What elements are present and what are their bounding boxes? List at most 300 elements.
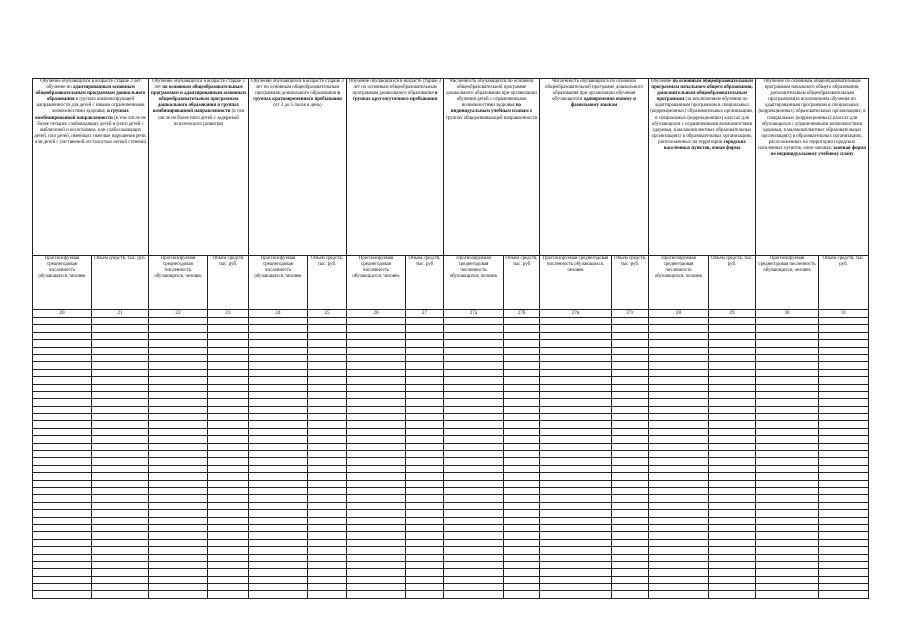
table-cell[interactable] [92, 576, 149, 583]
table-cell[interactable] [249, 406, 308, 413]
table-cell[interactable] [540, 391, 612, 398]
table-cell[interactable] [612, 406, 649, 413]
table-cell[interactable] [33, 487, 92, 494]
table-cell[interactable] [347, 547, 406, 554]
table-cell[interactable] [149, 561, 208, 568]
table-cell[interactable] [819, 384, 869, 391]
table-cell[interactable] [406, 406, 444, 413]
table-cell[interactable] [709, 487, 756, 494]
table-cell[interactable] [92, 539, 149, 546]
table-cell[interactable] [819, 428, 869, 435]
table-cell[interactable] [444, 318, 504, 325]
table-cell[interactable] [347, 318, 406, 325]
table-cell[interactable] [92, 362, 149, 369]
table-cell[interactable] [540, 465, 612, 472]
table-cell[interactable] [33, 384, 92, 391]
table-cell[interactable] [308, 576, 347, 583]
table-cell[interactable] [149, 436, 208, 443]
table-cell[interactable] [308, 495, 347, 502]
table-cell[interactable] [612, 547, 649, 554]
table-cell[interactable] [504, 399, 540, 406]
table-cell[interactable] [149, 591, 208, 598]
table-cell[interactable] [347, 517, 406, 524]
table-cell[interactable] [540, 354, 612, 361]
table-cell[interactable] [406, 495, 444, 502]
table-cell[interactable] [249, 362, 308, 369]
table-cell[interactable] [347, 465, 406, 472]
table-cell[interactable] [504, 347, 540, 354]
table-cell[interactable] [208, 532, 249, 539]
table-cell[interactable] [33, 369, 92, 376]
table-cell[interactable] [756, 325, 819, 332]
table-cell[interactable] [406, 480, 444, 487]
table-cell[interactable] [33, 591, 92, 598]
table-cell[interactable] [249, 443, 308, 450]
table-cell[interactable] [406, 384, 444, 391]
table-cell[interactable] [504, 362, 540, 369]
table-cell[interactable] [612, 399, 649, 406]
table-cell[interactable] [208, 547, 249, 554]
table-cell[interactable] [249, 517, 308, 524]
table-cell[interactable] [540, 443, 612, 450]
table-cell[interactable] [756, 399, 819, 406]
table-cell[interactable] [819, 414, 869, 421]
table-cell[interactable] [406, 547, 444, 554]
table-cell[interactable] [649, 576, 709, 583]
table-cell[interactable] [756, 384, 819, 391]
table-cell[interactable] [149, 443, 208, 450]
table-cell[interactable] [92, 473, 149, 480]
table-cell[interactable] [756, 332, 819, 339]
table-cell[interactable] [504, 495, 540, 502]
table-cell[interactable] [208, 458, 249, 465]
table-cell[interactable] [540, 458, 612, 465]
table-cell[interactable] [149, 414, 208, 421]
table-cell[interactable] [709, 354, 756, 361]
table-cell[interactable] [504, 414, 540, 421]
table-cell[interactable] [504, 428, 540, 435]
table-cell[interactable] [444, 399, 504, 406]
table-cell[interactable] [92, 502, 149, 509]
table-cell[interactable] [208, 421, 249, 428]
table-cell[interactable] [612, 539, 649, 546]
table-cell[interactable] [149, 524, 208, 531]
table-cell[interactable] [612, 377, 649, 384]
table-cell[interactable] [612, 428, 649, 435]
table-cell[interactable] [406, 436, 444, 443]
table-cell[interactable] [444, 325, 504, 332]
table-cell[interactable] [308, 539, 347, 546]
table-cell[interactable] [92, 584, 149, 591]
table-cell[interactable] [308, 517, 347, 524]
table-cell[interactable] [208, 443, 249, 450]
table-cell[interactable] [709, 547, 756, 554]
table-cell[interactable] [249, 399, 308, 406]
table-cell[interactable] [649, 399, 709, 406]
table-cell[interactable] [444, 451, 504, 458]
table-cell[interactable] [612, 421, 649, 428]
table-cell[interactable] [149, 377, 208, 384]
table-cell[interactable] [308, 510, 347, 517]
table-cell[interactable] [249, 473, 308, 480]
table-cell[interactable] [504, 532, 540, 539]
table-cell[interactable] [33, 377, 92, 384]
table-cell[interactable] [540, 369, 612, 376]
table-cell[interactable] [33, 443, 92, 450]
table-cell[interactable] [347, 451, 406, 458]
table-cell[interactable] [540, 377, 612, 384]
table-cell[interactable] [444, 487, 504, 494]
table-cell[interactable] [406, 510, 444, 517]
table-cell[interactable] [612, 554, 649, 561]
table-cell[interactable] [540, 517, 612, 524]
table-cell[interactable] [347, 377, 406, 384]
table-cell[interactable] [709, 524, 756, 531]
table-cell[interactable] [540, 502, 612, 509]
table-cell[interactable] [540, 399, 612, 406]
table-cell[interactable] [149, 502, 208, 509]
table-cell[interactable] [33, 406, 92, 413]
table-cell[interactable] [756, 495, 819, 502]
table-cell[interactable] [756, 473, 819, 480]
table-cell[interactable] [709, 399, 756, 406]
table-cell[interactable] [819, 399, 869, 406]
table-cell[interactable] [444, 517, 504, 524]
table-cell[interactable] [249, 539, 308, 546]
table-cell[interactable] [444, 465, 504, 472]
table-cell[interactable] [249, 325, 308, 332]
table-cell[interactable] [649, 510, 709, 517]
table-cell[interactable] [406, 576, 444, 583]
table-cell[interactable] [406, 318, 444, 325]
table-cell[interactable] [208, 495, 249, 502]
table-cell[interactable] [149, 532, 208, 539]
table-cell[interactable] [504, 561, 540, 568]
table-cell[interactable] [612, 384, 649, 391]
table-cell[interactable] [208, 369, 249, 376]
table-cell[interactable] [504, 406, 540, 413]
table-cell[interactable] [612, 347, 649, 354]
table-cell[interactable] [649, 369, 709, 376]
table-cell[interactable] [347, 524, 406, 531]
table-cell[interactable] [406, 369, 444, 376]
table-cell[interactable] [308, 391, 347, 398]
table-cell[interactable] [756, 428, 819, 435]
table-cell[interactable] [612, 510, 649, 517]
table-cell[interactable] [149, 576, 208, 583]
table-cell[interactable] [756, 362, 819, 369]
table-cell[interactable] [33, 332, 92, 339]
table-cell[interactable] [149, 473, 208, 480]
table-cell[interactable] [444, 414, 504, 421]
table-cell[interactable] [33, 561, 92, 568]
table-cell[interactable] [649, 332, 709, 339]
table-cell[interactable] [612, 436, 649, 443]
table-cell[interactable] [208, 487, 249, 494]
table-cell[interactable] [612, 495, 649, 502]
table-cell[interactable] [819, 377, 869, 384]
table-cell[interactable] [756, 465, 819, 472]
table-cell[interactable] [819, 487, 869, 494]
table-cell[interactable] [149, 391, 208, 398]
table-cell[interactable] [33, 318, 92, 325]
table-cell[interactable] [208, 318, 249, 325]
table-cell[interactable] [649, 480, 709, 487]
table-cell[interactable] [249, 554, 308, 561]
table-cell[interactable] [444, 569, 504, 576]
table-cell[interactable] [819, 347, 869, 354]
table-cell[interactable] [756, 406, 819, 413]
table-cell[interactable] [504, 547, 540, 554]
table-cell[interactable] [308, 443, 347, 450]
table-cell[interactable] [208, 451, 249, 458]
table-cell[interactable] [208, 554, 249, 561]
table-cell[interactable] [612, 569, 649, 576]
table-cell[interactable] [92, 318, 149, 325]
table-cell[interactable] [149, 569, 208, 576]
table-cell[interactable] [540, 510, 612, 517]
table-cell[interactable] [709, 561, 756, 568]
table-cell[interactable] [406, 569, 444, 576]
table-cell[interactable] [149, 451, 208, 458]
table-cell[interactable] [33, 532, 92, 539]
table-cell[interactable] [709, 436, 756, 443]
table-cell[interactable] [347, 399, 406, 406]
table-cell[interactable] [819, 421, 869, 428]
table-cell[interactable] [406, 539, 444, 546]
table-cell[interactable] [149, 369, 208, 376]
table-cell[interactable] [819, 480, 869, 487]
table-cell[interactable] [444, 458, 504, 465]
table-cell[interactable] [249, 576, 308, 583]
table-cell[interactable] [92, 332, 149, 339]
table-cell[interactable] [149, 428, 208, 435]
table-cell[interactable] [249, 377, 308, 384]
table-cell[interactable] [504, 465, 540, 472]
table-cell[interactable] [249, 510, 308, 517]
table-cell[interactable] [756, 517, 819, 524]
table-cell[interactable] [33, 325, 92, 332]
table-cell[interactable] [444, 584, 504, 591]
table-cell[interactable] [649, 532, 709, 539]
table-cell[interactable] [249, 384, 308, 391]
table-cell[interactable] [709, 584, 756, 591]
table-cell[interactable] [208, 384, 249, 391]
table-cell[interactable] [819, 332, 869, 339]
table-cell[interactable] [347, 576, 406, 583]
table-cell[interactable] [756, 591, 819, 598]
table-cell[interactable] [347, 510, 406, 517]
table-cell[interactable] [347, 487, 406, 494]
table-cell[interactable] [540, 576, 612, 583]
table-cell[interactable] [33, 391, 92, 398]
table-cell[interactable] [504, 591, 540, 598]
table-cell[interactable] [406, 502, 444, 509]
table-cell[interactable] [33, 539, 92, 546]
table-cell[interactable] [308, 362, 347, 369]
table-cell[interactable] [149, 347, 208, 354]
table-cell[interactable] [149, 340, 208, 347]
table-cell[interactable] [504, 443, 540, 450]
table-cell[interactable] [540, 547, 612, 554]
table-cell[interactable] [540, 421, 612, 428]
table-cell[interactable] [540, 406, 612, 413]
table-cell[interactable] [504, 524, 540, 531]
table-cell[interactable] [249, 465, 308, 472]
table-cell[interactable] [406, 465, 444, 472]
table-cell[interactable] [406, 377, 444, 384]
table-cell[interactable] [149, 332, 208, 339]
table-cell[interactable] [504, 502, 540, 509]
table-cell[interactable] [612, 473, 649, 480]
table-cell[interactable] [406, 554, 444, 561]
table-cell[interactable] [308, 473, 347, 480]
table-cell[interactable] [308, 325, 347, 332]
table-cell[interactable] [819, 325, 869, 332]
table-cell[interactable] [612, 465, 649, 472]
table-cell[interactable] [649, 414, 709, 421]
table-cell[interactable] [308, 436, 347, 443]
table-cell[interactable] [756, 451, 819, 458]
table-cell[interactable] [540, 487, 612, 494]
table-cell[interactable] [208, 406, 249, 413]
table-cell[interactable] [649, 539, 709, 546]
table-cell[interactable] [612, 561, 649, 568]
table-cell[interactable] [444, 391, 504, 398]
table-cell[interactable] [92, 443, 149, 450]
table-cell[interactable] [756, 340, 819, 347]
table-cell[interactable] [406, 584, 444, 591]
table-cell[interactable] [649, 554, 709, 561]
table-cell[interactable] [540, 436, 612, 443]
table-cell[interactable] [92, 458, 149, 465]
table-cell[interactable] [249, 340, 308, 347]
table-cell[interactable] [444, 480, 504, 487]
table-cell[interactable] [649, 340, 709, 347]
table-cell[interactable] [756, 584, 819, 591]
table-cell[interactable] [709, 325, 756, 332]
table-cell[interactable] [649, 465, 709, 472]
table-cell[interactable] [819, 406, 869, 413]
table-cell[interactable] [208, 428, 249, 435]
table-cell[interactable] [756, 458, 819, 465]
table-cell[interactable] [504, 451, 540, 458]
table-cell[interactable] [347, 406, 406, 413]
table-cell[interactable] [406, 561, 444, 568]
table-cell[interactable] [444, 377, 504, 384]
table-cell[interactable] [540, 362, 612, 369]
table-cell[interactable] [612, 443, 649, 450]
table-cell[interactable] [540, 347, 612, 354]
table-cell[interactable] [819, 539, 869, 546]
table-cell[interactable] [504, 436, 540, 443]
table-cell[interactable] [444, 532, 504, 539]
table-cell[interactable] [819, 443, 869, 450]
table-cell[interactable] [92, 428, 149, 435]
table-cell[interactable] [347, 502, 406, 509]
table-cell[interactable] [33, 473, 92, 480]
table-cell[interactable] [444, 591, 504, 598]
table-cell[interactable] [819, 532, 869, 539]
table-cell[interactable] [504, 458, 540, 465]
table-cell[interactable] [406, 451, 444, 458]
table-cell[interactable] [540, 384, 612, 391]
table-cell[interactable] [249, 584, 308, 591]
table-cell[interactable] [756, 318, 819, 325]
table-cell[interactable] [709, 318, 756, 325]
table-cell[interactable] [756, 421, 819, 428]
table-cell[interactable] [756, 436, 819, 443]
table-cell[interactable] [444, 495, 504, 502]
table-cell[interactable] [406, 325, 444, 332]
table-cell[interactable] [709, 532, 756, 539]
table-cell[interactable] [819, 524, 869, 531]
table-cell[interactable] [504, 391, 540, 398]
table-cell[interactable] [819, 561, 869, 568]
table-cell[interactable] [249, 332, 308, 339]
table-cell[interactable] [149, 510, 208, 517]
table-cell[interactable] [709, 443, 756, 450]
table-cell[interactable] [308, 480, 347, 487]
table-cell[interactable] [444, 473, 504, 480]
table-cell[interactable] [709, 495, 756, 502]
table-cell[interactable] [540, 428, 612, 435]
table-cell[interactable] [406, 487, 444, 494]
table-cell[interactable] [308, 377, 347, 384]
table-cell[interactable] [709, 517, 756, 524]
table-cell[interactable] [819, 584, 869, 591]
table-cell[interactable] [33, 436, 92, 443]
table-cell[interactable] [612, 487, 649, 494]
table-cell[interactable] [149, 421, 208, 428]
table-cell[interactable] [819, 473, 869, 480]
table-cell[interactable] [249, 436, 308, 443]
table-cell[interactable] [308, 554, 347, 561]
table-cell[interactable] [444, 362, 504, 369]
table-cell[interactable] [208, 561, 249, 568]
table-cell[interactable] [92, 495, 149, 502]
table-cell[interactable] [612, 318, 649, 325]
table-cell[interactable] [406, 443, 444, 450]
table-cell[interactable] [709, 377, 756, 384]
table-cell[interactable] [406, 473, 444, 480]
table-cell[interactable] [406, 591, 444, 598]
table-cell[interactable] [649, 458, 709, 465]
table-cell[interactable] [709, 332, 756, 339]
table-cell[interactable] [347, 421, 406, 428]
table-cell[interactable] [756, 576, 819, 583]
table-cell[interactable] [504, 569, 540, 576]
table-cell[interactable] [347, 428, 406, 435]
table-cell[interactable] [819, 318, 869, 325]
table-cell[interactable] [92, 391, 149, 398]
table-cell[interactable] [33, 510, 92, 517]
table-cell[interactable] [612, 532, 649, 539]
table-cell[interactable] [92, 347, 149, 354]
table-cell[interactable] [347, 458, 406, 465]
table-cell[interactable] [649, 428, 709, 435]
table-cell[interactable] [649, 347, 709, 354]
table-cell[interactable] [347, 414, 406, 421]
table-cell[interactable] [756, 547, 819, 554]
table-cell[interactable] [540, 332, 612, 339]
table-cell[interactable] [347, 384, 406, 391]
table-cell[interactable] [149, 362, 208, 369]
table-cell[interactable] [33, 547, 92, 554]
table-cell[interactable] [756, 532, 819, 539]
table-cell[interactable] [709, 473, 756, 480]
table-cell[interactable] [649, 443, 709, 450]
